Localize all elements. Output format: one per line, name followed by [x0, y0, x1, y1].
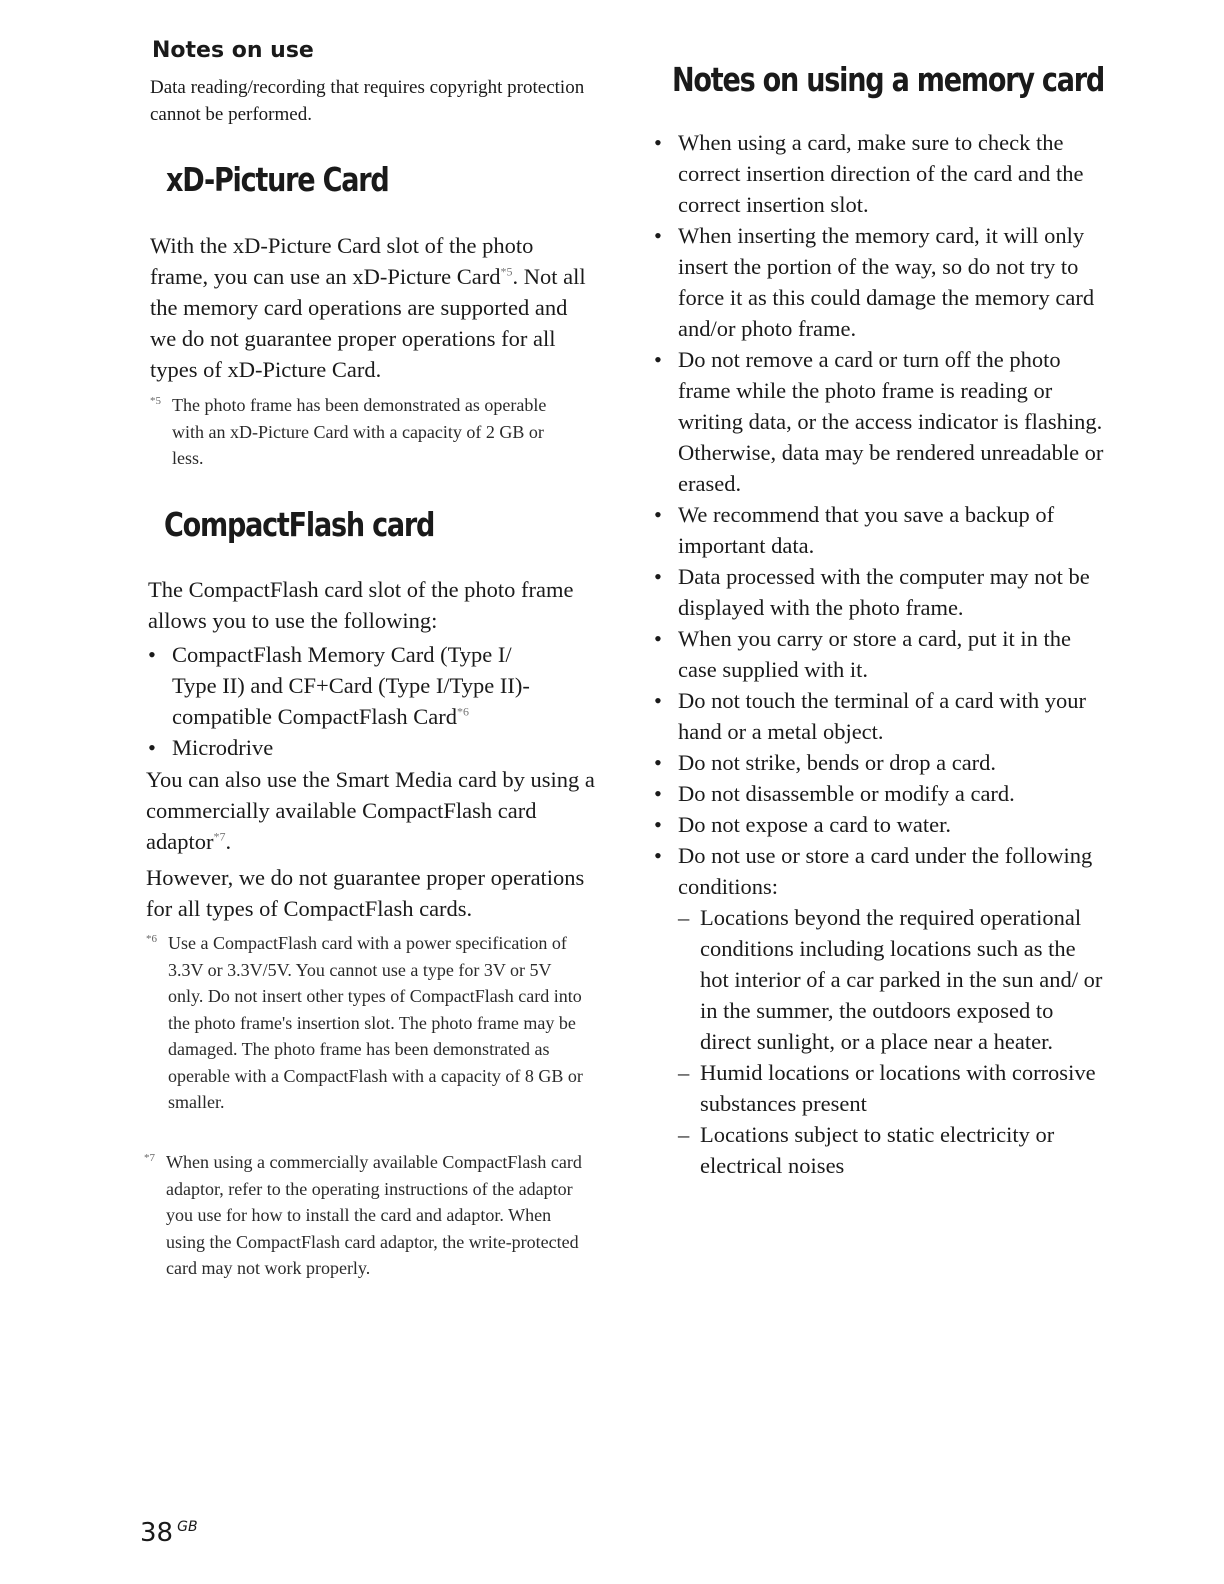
memory-note-text: Do not remove a card or turn off the photo frame while the photo frame is reading or writing data, or the access indicator is flashing. Otherwise, data may be rendered unreadable or erased.	[678, 347, 1104, 496]
page-number-value: 38	[140, 1518, 174, 1548]
xd-footnote-text: The photo frame has been demonstrated as operable with an xD-Picture Card with a capacity of 2 GB or less.	[172, 395, 547, 468]
cf-adaptor-text: You can also use the Smart Media card by using a commercially available CompactFlash card adaptor	[146, 767, 595, 854]
memory-note-text: When you carry or store a card, put it in the case supplied with it.	[678, 626, 1071, 682]
list-item	[654, 840, 1104, 1181]
list-item	[148, 732, 548, 763]
cf-footnote-6	[146, 930, 588, 1116]
list-item	[678, 1057, 1104, 1119]
cf-item-compactflash: CompactFlash Memory Card (Type I/ Type II) and CF+Card (Type I/Type II)-compatible CompactFlash Card	[172, 642, 530, 729]
cf-footnote-6-text: Use a CompactFlash card with a power specification of 3.3V or 3.3V/5V. You cannot use a type for 3V or 5V only. Do not insert other types of CompactFlash card into the photo frame's insertion slot. The photo frame may be damaged. The photo frame has been demonstrated as operable with a CompactFlash with a capacity of 8 GB or smaller.	[168, 933, 583, 1112]
compactflash-card-title: CompactFlash card	[164, 505, 435, 544]
cf-footnote-7	[144, 1149, 586, 1282]
condition-text: Humid locations or locations with corrosive substances present	[700, 1060, 1096, 1116]
memory-note-text: Do not disassemble or modify a card.	[678, 781, 1015, 806]
xd-body	[150, 230, 595, 385]
xd-footnote-ref: *5	[500, 264, 513, 279]
list-item	[654, 561, 1104, 623]
cf-footnote-6-mark: *6	[146, 933, 157, 945]
memory-note-text: Do not touch the terminal of a card with your hand or a metal object.	[678, 688, 1087, 744]
xd-body-part-b: . Not all the memory card operations are supported and we do not guarantee proper operations for all types of xD-Picture Card.	[150, 264, 586, 382]
cf-footnote-7-mark: *7	[144, 1152, 155, 1164]
list-item	[654, 623, 1104, 685]
cf-guarantee-paragraph: However, we do not guarantee proper operations for all types of CompactFlash cards.	[146, 865, 585, 921]
list-item	[654, 809, 1104, 840]
xd-footnote-mark: *5	[150, 395, 161, 407]
memory-card-notes-list	[654, 127, 1104, 1181]
memory-note-text: Data processed with the computer may not be displayed with the photo frame.	[678, 564, 1090, 620]
xd-body-part-a: With the xD-Picture Card slot of the photo frame, you can use an xD-Picture Card	[150, 233, 534, 289]
list-item	[678, 902, 1104, 1057]
memory-note-text: Do not use or store a card under the following conditions:	[678, 843, 1093, 899]
condition-text: Locations subject to static electricity or electrical noises	[700, 1122, 1055, 1178]
list-item	[148, 639, 548, 732]
list-item	[654, 747, 1104, 778]
memory-conditions-sublist	[678, 902, 1104, 1181]
memory-card-notes-title: Notes on using a memory card	[672, 60, 1105, 99]
cf-adaptor-paragraph	[146, 764, 596, 857]
cf-intro: The CompactFlash card slot of the photo frame allows you to use the following:	[148, 577, 574, 633]
xd-footnote	[150, 392, 572, 472]
language-code: GB	[177, 1519, 198, 1536]
list-item	[654, 344, 1104, 499]
cf-footnote-ref-7: *7	[213, 829, 226, 844]
cf-adaptor-period: .	[225, 829, 232, 854]
memory-note-text: Do not expose a card to water.	[678, 812, 952, 837]
list-item	[654, 220, 1104, 344]
list-item	[654, 499, 1104, 561]
memory-note-text: When using a card, make sure to check the correct insertion direction of the card and the correct insertion slot.	[678, 130, 1084, 217]
notes-on-use-heading: Notes on use	[152, 38, 314, 63]
list-item	[654, 778, 1104, 809]
list-item	[654, 685, 1104, 747]
cf-footnote-ref-6: *6	[456, 704, 469, 719]
xd-picture-card-title: xD-Picture Card	[166, 160, 389, 199]
notes-on-use-body: Data reading/recording that requires copyright protection cannot be performed.	[150, 77, 585, 125]
condition-text: Locations beyond the required operational conditions including locations such as the hot interior of a car parked in the sun and/ or in the summer, the outdoors exposed to direct sunlight, or a place near a heater.	[700, 905, 1103, 1054]
memory-note-text: When inserting the memory card, it will only insert the portion of the way, so do not try to force it as this could damage the memory card and/or photo frame.	[678, 223, 1095, 341]
cf-footnote-7-text: When using a commercially available CompactFlash card adaptor, refer to the operating instructions of the adaptor you use for how to install the card and adaptor. When using the CompactFlash card adaptor, the write-protected card may not work properly.	[166, 1152, 582, 1278]
list-item	[678, 1119, 1104, 1181]
memory-note-text: Do not strike, bends or drop a card.	[678, 750, 997, 775]
list-item	[654, 127, 1104, 220]
cf-item-microdrive: Microdrive	[172, 735, 274, 760]
cf-supported-list	[148, 639, 548, 763]
memory-note-text: We recommend that you save a backup of important data.	[678, 502, 1055, 558]
page-number	[140, 1518, 198, 1548]
